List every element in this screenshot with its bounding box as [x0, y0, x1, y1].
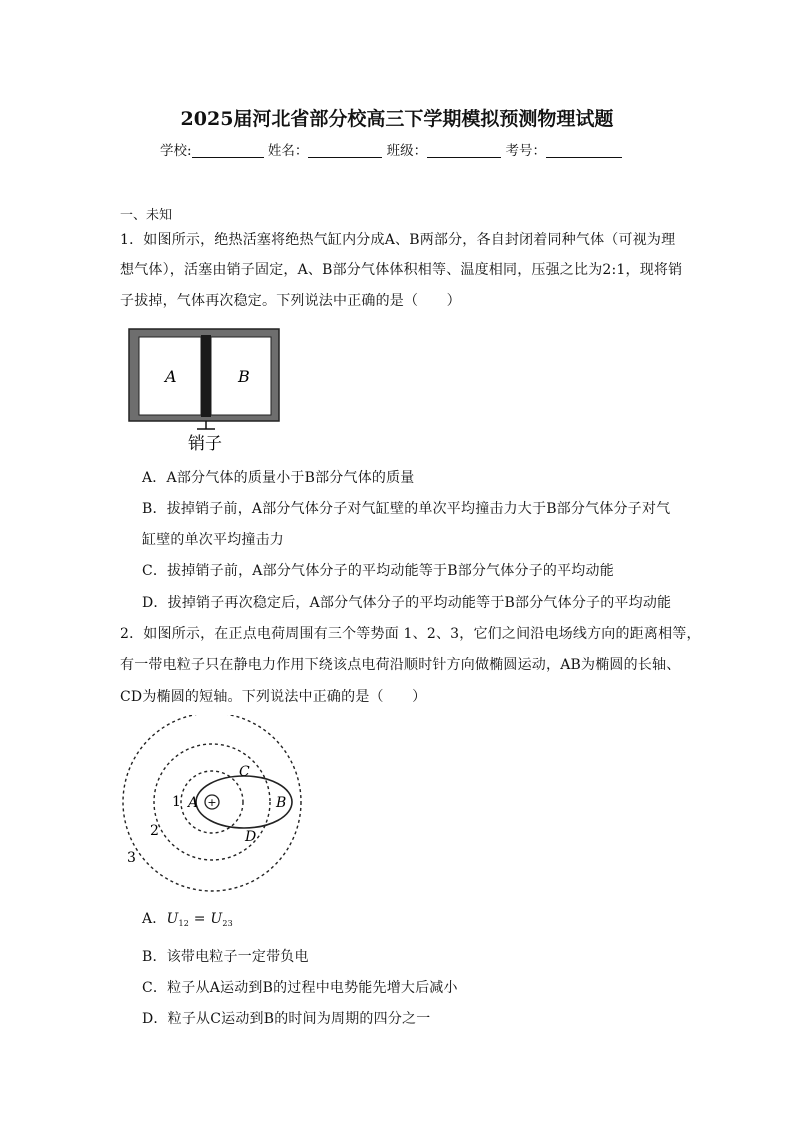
student-info-line — [160, 139, 622, 159]
q2-stem-line2: 有一带电粒子只在静电力作用下绕该点电荷沿顺时针方向做椭圆运动，AB为椭圆的长轴、 — [120, 657, 681, 673]
q1-pin-label: 销子 — [188, 434, 222, 454]
q2-stem-line1: 2．如图所示，在正点电荷周围有三个等势面 1、2、3，它们之间沿电场线方向的距离相等， — [120, 626, 701, 642]
q1-option-b-line2: 缸壁的单次平均撞击力 — [142, 532, 284, 548]
q1-option-b-line1[interactable]: B．拔掉销子前，A部分气体分子对气缸壁的单次平均撞击力大于B部分气体分子对气 — [142, 501, 671, 517]
q2-equipotential-figure — [115, 715, 335, 895]
q1-stem-line3: 子拔掉，气体再次稳定。下列说法中正确的是（ ） — [120, 293, 461, 309]
charge-symbol: + — [207, 796, 217, 809]
q2-stem-line3: CD为椭圆的短轴。下列说法中正确的是（ ） — [120, 689, 427, 705]
q2-option-b[interactable]: B．该带电粒子一定带负电 — [142, 949, 309, 965]
name-label: 姓名： — [267, 143, 309, 159]
q1-stem-line1: 1．如图所示，绝热活塞将绝热气缸内分成A、B两部分，各自封闭着同种气体（可视为理 — [120, 232, 676, 248]
label-a: A — [188, 795, 199, 811]
label-c: C — [239, 764, 250, 780]
q2-option-a-sub2: 23 — [222, 919, 233, 928]
q2-option-a-sub1: 12 — [178, 919, 190, 928]
q2-option-a-equals: = — [189, 911, 211, 927]
school-blank[interactable] — [192, 143, 264, 158]
q1-stem-line2: 想气体），活塞由销子固定，A、B部分气体体积相等、温度相同，压强之比为2:1，现将销 — [120, 262, 683, 278]
q2-option-a-prefix: A． — [142, 911, 167, 927]
q1-option-a[interactable]: A．A部分气体的质量小于B部分气体的质量 — [142, 470, 415, 486]
q1-label-b: B — [238, 367, 250, 386]
section-title: 一、未知 — [120, 208, 173, 223]
q1-cylinder-figure — [125, 325, 285, 455]
piston — [201, 335, 211, 417]
q2-option-d[interactable]: D．粒子从C运动到B的时间为周期的四分之一 — [142, 1011, 431, 1027]
exam-title: 2025届河北省部分校高三下学期模拟预测物理试题 — [180, 108, 614, 130]
name-blank[interactable] — [308, 143, 382, 158]
label-b: B — [276, 795, 287, 811]
label-3: 3 — [127, 850, 136, 866]
label-1: 1 — [172, 794, 181, 810]
q2-option-a-u2: U — [210, 911, 223, 927]
label-2: 2 — [150, 823, 159, 839]
q1-option-c[interactable]: C．拔掉销子前，A部分气体分子的平均动能等于B部分气体分子的平均动能 — [142, 563, 614, 579]
q2-option-c[interactable]: C．粒子从A运动到B的过程中电势能先增大后减小 — [142, 980, 458, 996]
q2-option-a[interactable] — [142, 908, 233, 928]
exam-no-label: 考号： — [505, 143, 546, 159]
class-label: 班级： — [386, 143, 428, 159]
exam-no-blank[interactable] — [546, 143, 622, 158]
school-label: 学校: — [160, 143, 192, 159]
class-blank[interactable] — [427, 143, 501, 158]
q2-option-a-u1: U — [166, 911, 179, 927]
q1-label-a: A — [165, 367, 177, 386]
q1-option-d[interactable]: D．拔掉销子再次稳定后，A部分气体分子的平均动能等于B部分气体分子的平均动能 — [142, 595, 672, 611]
label-d: D — [245, 829, 257, 845]
